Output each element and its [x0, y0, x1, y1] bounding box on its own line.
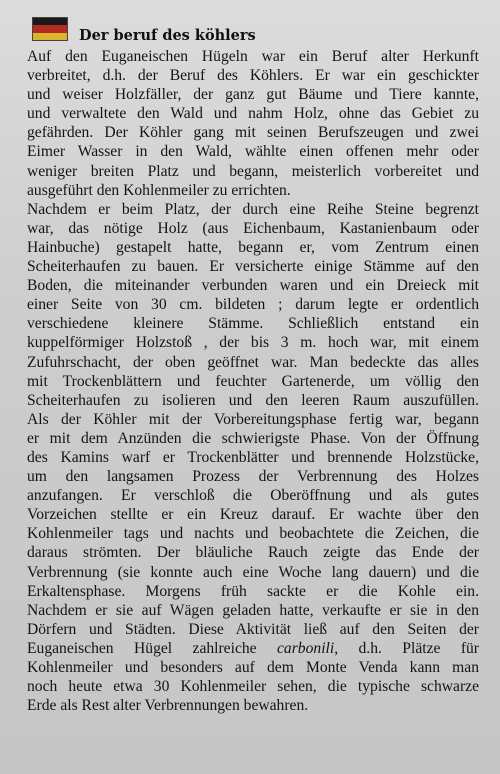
text-line: Kohlenmeiler tags und nachts und beobachtete die Zeichen, die — [27, 525, 479, 543]
text-line: weniger breiten Platz und begann, meisterlich vorbereitet und — [27, 162, 479, 180]
text-line: kuppelförmiger Holzstoß , der bis 3 m. hoch war, mit einem — [27, 334, 479, 352]
line-tail: , d.h. Plätze für — [334, 639, 480, 657]
text-line: er mit dem Anzünden die schwierigste Phase. Von der Öffnung — [27, 429, 479, 447]
text-line: Hainbuche) gestapelt hatte, begann er, vom Zentrum einen — [27, 238, 479, 256]
text-line: mit Trockenblättern und feuchter Gartenerde, um völlig den — [27, 372, 479, 390]
text-line: Scheiterhaufen zu bauen. Er versicherte einige Stämme auf den — [27, 258, 479, 276]
text-line: gefährden. Der Köhler gang mit seinen Berufszeugen und zwei — [27, 124, 479, 142]
text-line: und weiser Holzfäller, der ganz gut Bäume und Tiere kannte, — [27, 86, 479, 104]
flag-stripe-gold — [33, 33, 67, 40]
line-head: Euganeischen Hügel zahlreiche — [27, 639, 257, 657]
text-line: Verbrennung (sie konnte auch eine Woche lang dauern) und die — [27, 563, 479, 581]
text-line: ausgeführt den Kohlenmeiler zu errichten. — [27, 181, 291, 199]
text-line: Als der Köhler mit der Vorbereitungsphase fertig war, begann — [27, 410, 479, 428]
text-line: Dörfern und Städten. Diese Aktivität ließ auf den Seiten der — [27, 620, 479, 638]
text-line: um den langsamen Prozess der Verbrennung des Holzes — [27, 468, 479, 486]
text-line: Scheiterhaufen zu isolieren und den leeren Raum auszufüllen. — [27, 391, 479, 409]
text-line: verbreitet, d.h. der Beruf des Köhlers. Er war ein geschickter — [27, 67, 479, 85]
flag-stripe-red — [33, 25, 67, 32]
text-line: Kohlenmeiler und besonders auf dem Monte Venda kann man — [27, 659, 479, 676]
sign-body-text — [27, 47, 479, 715]
text-line: war, das nötige Holz (aus Eichenbaum, Kastanienbaum oder — [27, 219, 479, 237]
text-line: Erkaltensphase. Morgens früh sackte er die Kohle ein. — [27, 582, 479, 600]
text-line: anzufangen. Er verschloß die Oberöffnung und als gutes — [27, 487, 479, 505]
italic-term: carbonili — [277, 639, 335, 657]
text-line: Zufuhrschacht, der oben geöffnet war. Man bedeckte das alles — [27, 353, 479, 371]
text-line: und verwaltete den Wald und nahm Holz, ohne das Gebiet zu — [27, 105, 479, 123]
text-line: Eimer Wasser in den Wald, wählte einen offenen mehr oder — [27, 143, 479, 161]
text-line: einer Seite von 30 cm. bildeten ; darum legte er ordentlich — [27, 296, 479, 314]
text-line: Vorzeichen stellte er ein Kreuz darauf. Er wachte über den — [27, 506, 479, 524]
text-line: verschiedene kleinere Stämme. Schließlich entstand ein — [27, 315, 479, 333]
text-line: daraus strömten. Der bläuliche Rauch zeigte das Ende der — [27, 544, 479, 562]
german-flag-icon — [32, 17, 68, 41]
sign-title: Der beruf des köhlers — [79, 27, 256, 44]
text-line: Boden, die miteinander verbunden waren und ein Dreieck mit — [27, 277, 479, 295]
flag-stripe-black — [33, 18, 67, 25]
text-line: noch heute etwa 30 Kohlenmeiler sehen, die typische schwarze — [27, 678, 479, 696]
text-line: Nachdem er sie auf Wägen geladen hatte, verkaufte er sie in den — [27, 601, 479, 619]
text-line: Erde als Rest alter Verbrennungen bewahren. — [27, 697, 309, 715]
text-line: Nachdem er beim Platz, der durch eine Reihe Steine begrenzt — [27, 200, 479, 218]
text-line: Auf den Euganeischen Hügeln war ein Beruf alter Herkunft — [27, 48, 479, 65]
text-line-with-italic — [27, 639, 479, 658]
text-line: des Kamins warf er Trockenblätter und brennende Holzstücke, — [27, 448, 479, 466]
